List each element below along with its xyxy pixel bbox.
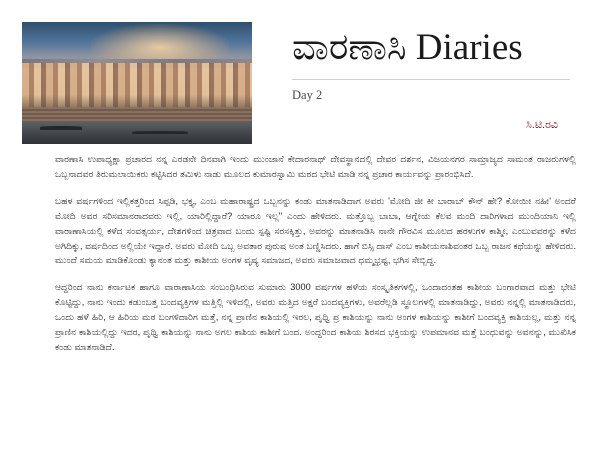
page-title: ವಾರಣಾಸಿ Diaries	[292, 27, 523, 68]
ganges-river	[22, 122, 252, 144]
article-body	[0, 152, 600, 355]
paragraph-1: ವಾರಣಾಸಿ ಉಪಾಧ್ಯಕ್ಷಾ ಪ್ರಚಾರದ ನನ್ನ ಎರಡನೇ ದಿನವಾಗಿ ಇಂದು ಮುಂಜಾನೆ ಕೇದಾರನಾಥ್ ದೇವಸ್ಥಾನದಲ್ಲಿ ದೇವರ ದರ್ಶನ, ವಿಜಯನಗರ ಸಾಮ್ರಾಜ್ಯದ ಸಾಮಂತ ರಾಜರುಗಳಲ್ಲಿ ಒಬ್ಬನಾದವರ ತಿರುಮಲಾಯಿಕರು ಕಟ್ಟಿಸಿದರ ತಮಿಳು ನಾಡು ಮೂಲದ ಕುಮಾರಸ್ವಾಮಿ ಮಠದ ಭೇಟಿ ಮಾಡಿ ನನ್ನ ಪ್ರಚಾರ ಕಾರ್ಯವನ್ನು ಪ್ರಾರಂಭಿಸಿದೆ.	[55, 154, 576, 179]
paragraph-3: ಆದ್ದರಿಂದ ನಾನು ಕರ್ನಾಟಕ ಹಾಗೂ ವಾರಾಣಾಸಿಯ ಸಂಬಂಧಿಸಿರುವ ಸುಮಾರು 3000 ವರ್ಷಗಳ ಹಳೆಯ ಸಂಸ್ಕೃತಿಕಗಳಲ್ಲಿ, ಒಂದಾದಂತಹ ಕಾಶೀಯ ಬಂಗಾರವಾದ ಮತ್ತು ಭೇಟಿ ಕೊಟ್ಟಿದ್ದು, ನಾನು ಇಂದು ಕಡುಂಬತ್ತ ಬಂದವ್ಯಕ್ತಿಗಳ ಮತ್ತಿಲ್ಲಿ ಇಳಿದಲ್ಲಿ, ಅವರು ಮತ್ತಿದ ಅಕ್ಷರೆ ಬಂದವ್ಯಕ್ತಿಗಳು, ಅವರೆಲ್ಲಡಿ ಸ್ಥೂಲಗಳಲ್ಲಿ ಮಾತನಾಡಿದ್ದು, ಅವರು ನನ್ನಲ್ಲಿ ಮಾತನಾಡಿದರು, ಒಂದು ಹಳೆ ಹಿರಿ, ಆ ಹಿರಿಯ ಮಠ ಬಂಗಳಿದಾರಿಗ ಮತ್ತೆ, ನನ್ನ ಪ್ರಾಣಿನ ಕಾಶಿಯಲ್ಲಿ ಇರಲ, ಪೃಥ್ವಿ ಪ್ರ ಕಾಶಿಯನ್ನು ನಾನು ಅಂಗಳ ಕಾಶಿಯನ್ನು ಕಾಶೀಗೆ ಬಂದವ್ಯಕ್ತಿ ಕಾಶಿಯಲ್ಲ, ಮತ್ತು ನನ್ನ ಪ್ರಾಣಿನ ಕಾಶಿಯಲ್ಲಿದ್ದು ಇದರ, ಪೃಥ್ವಿ ಕಾಶಿಯನ್ನು ನಾನು ಅಗಲ ಕಾಶಿಯ ಕಾಶೀಗೆ ಬಂದ. ಅಂದ್ದರಿಂದ ಕಾಶಿಯ ಶಿರಸದ ಭಕ್ತಿಯನ್ನು ಉಪಮಾನವ ಮತ್ತೆ ಬಂಧುವನ್ನು ಅವನನ್ನು, ಮುಖಿಸಿಕ ಕಂಡು ಮಾತನಾಡಿದೆ.	[55, 282, 576, 352]
varanasi-ghats-photo	[22, 22, 252, 144]
author-byline: ಸಿ.ಟಿ.ರವಿ	[525, 118, 558, 131]
day-label: Day 2	[292, 87, 323, 102]
document-header	[0, 0, 600, 150]
paragraph-2: ಬಹಳ ವರ್ಷಗಳಿಂದ ಇಲ್ಲಿಕತ್ತರಿಂದ ಸಿಪ್ಪಡಿ, ಭಕ್ತ್ಯ, ಎಂಬ ಮಹಾರಾಷ್ಟ್ರದ ಒಬ್ಬನನ್ನು ಕಂಡು ಮಾತನಾಡಿದಾಗ ಅವರು 'ಮೋದಿ ಜೀ ಕೀ ಬಾರಾಬ್ ಕೌನ್ ಹೇ? ಕೋಯೀ ನಹೀ' ಅಂದರೆ ಮೋದಿ ಅವರ ಸರಿಸಮಾನರಾದವರು ಇಲ್ಲಿ, ಯಾರಿಲ್ಲಿದ್ದಾರೆ? ಯಾರೂ ಇಲ್ಲ" ಎಂದು ಹೇಳಿದರು. ಮತ್ತೊಬ್ಬ ಬಾಬಾ, ಆಗ್ನೇಯ ಕೆಲವ ಮಂದಿ ದಾರಿಗಳಾದ ಮುಂದಿಯಾನಿ ಇಲ್ಲಿ ವಾರಾಣಾಸಿಯಲ್ಲಿ ಕಳೆದ ಸಂವತ್ಸರ್ಯ, ದೇಶಗಳಿಂದ ಚಿತ್ರವಾದ ಬಂದು ಸ್ಪಷ್ಟಿ ಸರಸಕ್ಕಿತ್ತು, ಅವರನ್ನು ಮಾತನಾಡಿಸಿ ನಾನೇ ಗೌರವಿಸ ಮೂಲದ ಹರಳುಗಳ ಕಾಶ್ಮೀ, ಎಂಬುವವರನ್ನು ಕಳೆದ ಅಗಿದಿಕ್ಕು, ವರ್ಷದಿಂದ ಅಲ್ಲಿಯೇ ಇದ್ದಾರೆ. ಅವರು ಮೋದಿ ಒಬ್ಬ ಅವತಾರ ಪುರುಷ ಅಂತ ಬಣ್ಣಿಸಿದರು. ಹಾಗೆ ಬಿಸ್ಸಿ ದಾಸ್ ಎಂಬ ಕಾಶೀಯನಾಶಿವಂತರ ಒಬ್ಬ ರಾಜನ ಕಥೆಯನ್ನು ಹೇಳಿದರು. ಮುಂದೆ ಸಮಯ ಮಾಡಿಕೊಂಡು ಕ್ಯಾನಂತ ಮತ್ತು ಕಾಶೀಯ ಅಂಗಳ ವೃಷ್ಯ ಸಮಾಜದ, ಅವರು ಸಮಾಜವಾದ ಧಮ್ಮಭ್ರಷ್ಟ, ಭಗಿಸ ಸೇಬ್ಬಿದ್ದ.	[55, 195, 576, 266]
ghat-buildings	[22, 63, 252, 112]
title-divider	[292, 79, 570, 80]
title-block	[252, 22, 570, 132]
